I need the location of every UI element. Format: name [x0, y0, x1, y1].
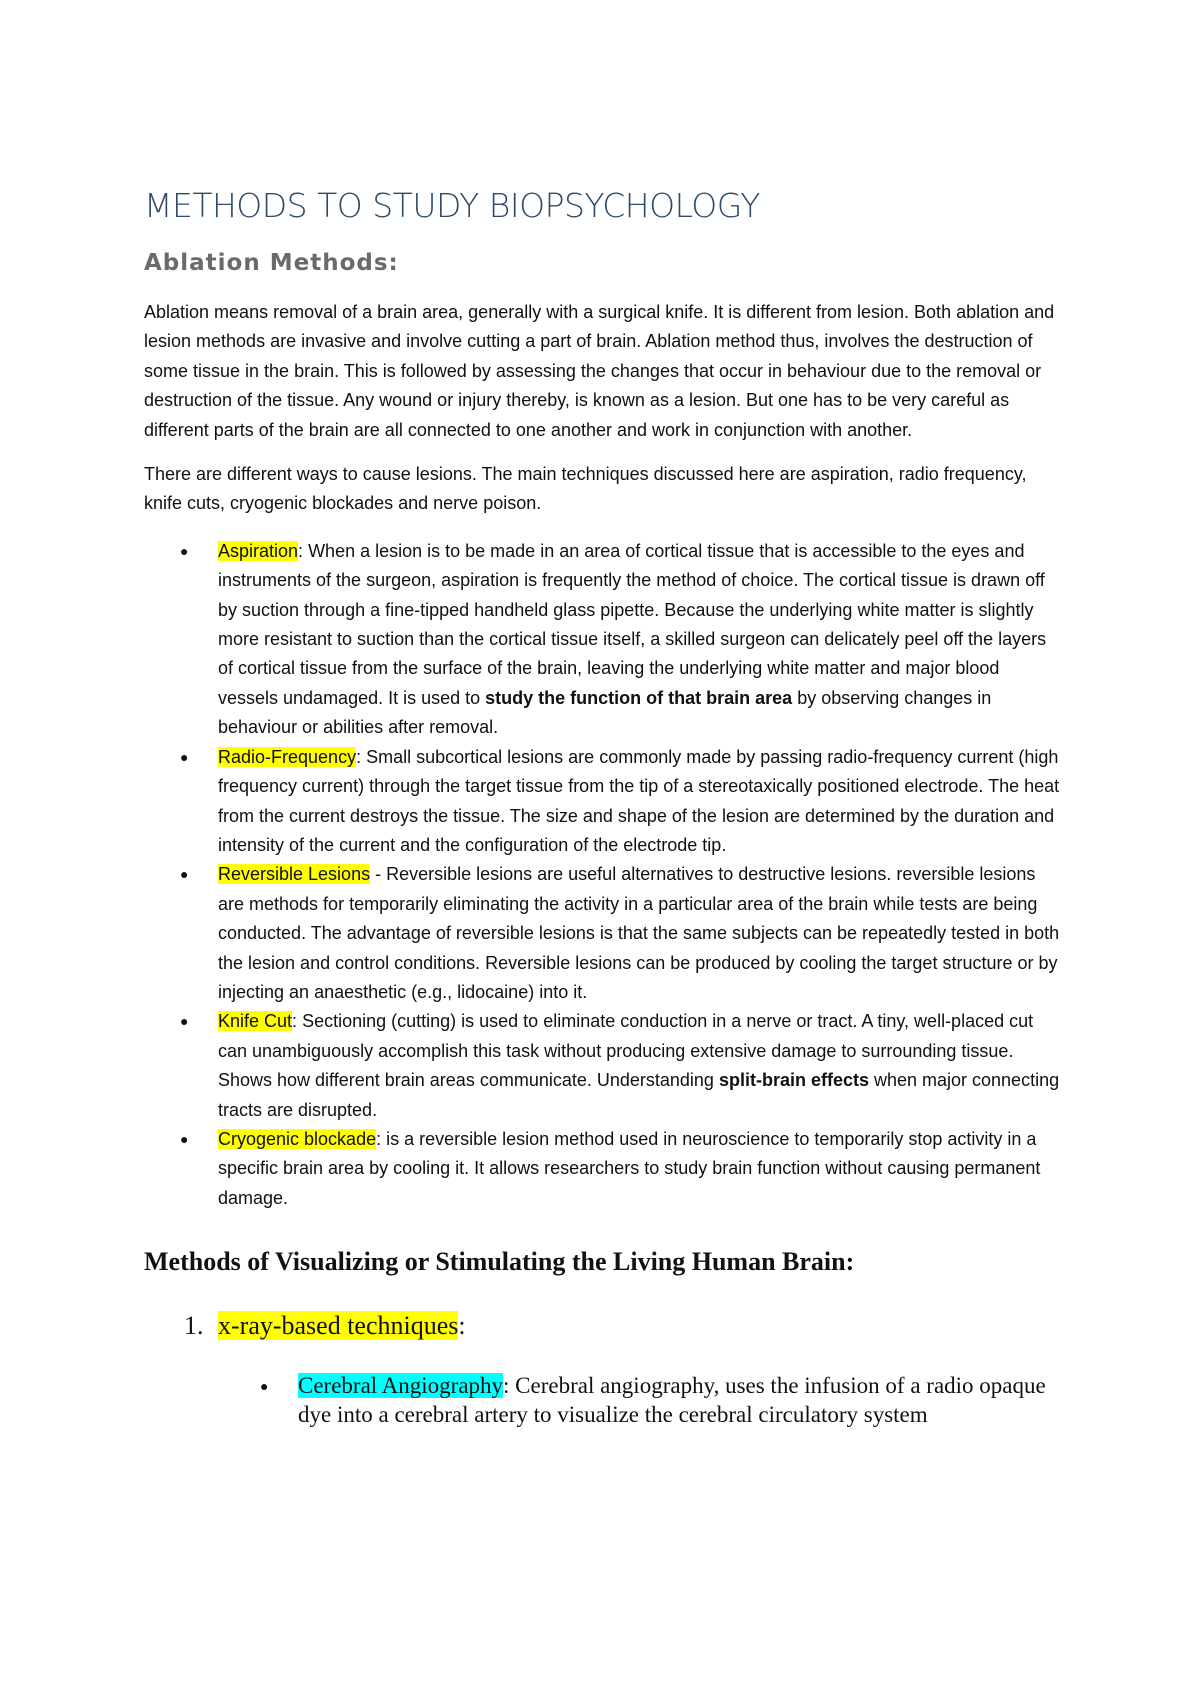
bullet-icon: ● [180, 748, 189, 765]
item-text: When a lesion is to be made in an area of cortical tissue that is accessible to the eyes and instruments of the surgeon, aspiration is frequently the method of choice. The cortical tissue is drawn off by suction through a fine-tipped handheld glass pipette. Because the underlying white matter is slightly more resistant to suction than the cortical tissue itself, a skilled surgeon can delicately peel off the layers of cortical tissue from the surface of the brain, leaving the underlying white matter and major blood vessels undamaged. It is used to [218, 540, 1047, 708]
list-number: 1. [184, 1311, 204, 1341]
bullet-icon: ● [180, 1130, 189, 1147]
term-separator: : [298, 540, 304, 561]
document-content [144, 186, 1064, 1429]
xray-techniques-list [144, 1371, 1064, 1429]
item-text: Small subcortical lesions are commonly made by passing radio-frequency current (high frequency current) through the target tissue from the tip of a stereotaxically positioned electrode. The heat from the current destroys the tissue. The size and shape of the lesion are determined by the duration and intensity of the current and the configuration of the electrode tip. [218, 746, 1060, 855]
item-bold-text: split-brain effects [718, 1070, 869, 1091]
bullet-icon: ● [180, 542, 189, 559]
term-highlight: x-ray-based techniques [218, 1311, 459, 1341]
item-text-after: by observing changes in behaviour or abilities after removal. [218, 687, 992, 738]
item-text-after: when major connecting tracts are disrupted. [218, 1070, 1060, 1120]
list-item-aspiration [144, 537, 1064, 743]
item-bold-text: study the function of that brain area [485, 687, 793, 708]
term-separator: : [292, 1011, 298, 1032]
lesion-methods-list [144, 537, 1064, 1213]
term-highlight: Reversible Lesions [218, 864, 371, 885]
term-highlight: Cerebral Angiography [298, 1373, 504, 1399]
section-subtitle: Ablation Methods: [144, 250, 399, 276]
paragraph-lesion-ways: There are different ways to cause lesions. The main techniques discussed here are aspiration, radio frequency, knife cuts, cryogenic blockades and nerve poison. [144, 464, 1027, 514]
bullet-icon: ● [180, 866, 189, 883]
term-highlight: Knife Cut [218, 1011, 293, 1032]
paragraph-ablation: Ablation means removal of a brain area, generally with a surgical knife. It is different from lesion. Both ablation and lesion methods are invasive and involve cutting a part of brain. Ablation method thus, involves the destruction of some tissue in the brain. This is followed by assessing the changes that occur in behaviour due to the removal or destruction of the tissue. Any wound or injury thereby, is known as a lesion. But one has to be very careful as different parts of the brain are all connected to one another and work in conjunction with another. [144, 302, 1055, 440]
term-highlight: Radio-Frequency [218, 746, 357, 767]
item-text: : Cerebral angiography, uses the infusion of a radio opaque dye into a cerebral artery to visualize the cerebral circulatory system [298, 1373, 1046, 1428]
term-separator: : [376, 1128, 382, 1149]
term-highlight: Aspiration [218, 540, 299, 561]
list-item-knife-cut [144, 1007, 1064, 1125]
section-heading-visualizing: Methods of Visualizing or Stimulating the Living Human Brain: [144, 1247, 855, 1277]
document-title: METHODS TO STUDY BIOPSYCHOLOGY [144, 186, 760, 225]
list-item-radio-frequency [144, 743, 1064, 861]
term-separator: : [356, 746, 362, 767]
list-item-reversible-lesions [144, 860, 1064, 1007]
item-text: Sectioning (cutting) is used to eliminate conduction in a nerve or tract. A tiny, well-placed cut can unambiguously accomplish this task without producing extensive damage to surrounding tissue. Shows how different brain areas communicate. Understanding [218, 1011, 1034, 1091]
list-item-cryogenic-blockade [144, 1125, 1064, 1213]
numbered-item-xray [144, 1309, 1064, 1343]
bullet-icon: ● [260, 1380, 269, 1396]
bullet-icon: ● [180, 1013, 189, 1030]
term-separator: : [458, 1311, 466, 1341]
item-text: is a reversible lesion method used in neuroscience to temporarily stop activity in a specific brain area by cooling it. It allows researchers to study brain function without causing permanent damage. [218, 1128, 1041, 1208]
item-text: - Reversible lesions are useful alternatives to destructive lesions. reversible lesions are methods for temporarily eliminating the activity in a particular area of the brain while tests are being conducted. The advantage of reversible lesions is that the same subjects can be repeatedly tested in both the lesion and control conditions. Reversible lesions can be produced by cooling the target structure or by injecting an anaesthetic (e.g., lidocaine) into it. [218, 864, 1060, 1002]
term-highlight: Cryogenic blockade [218, 1128, 377, 1149]
list-item-cerebral-angiography [144, 1371, 1064, 1429]
